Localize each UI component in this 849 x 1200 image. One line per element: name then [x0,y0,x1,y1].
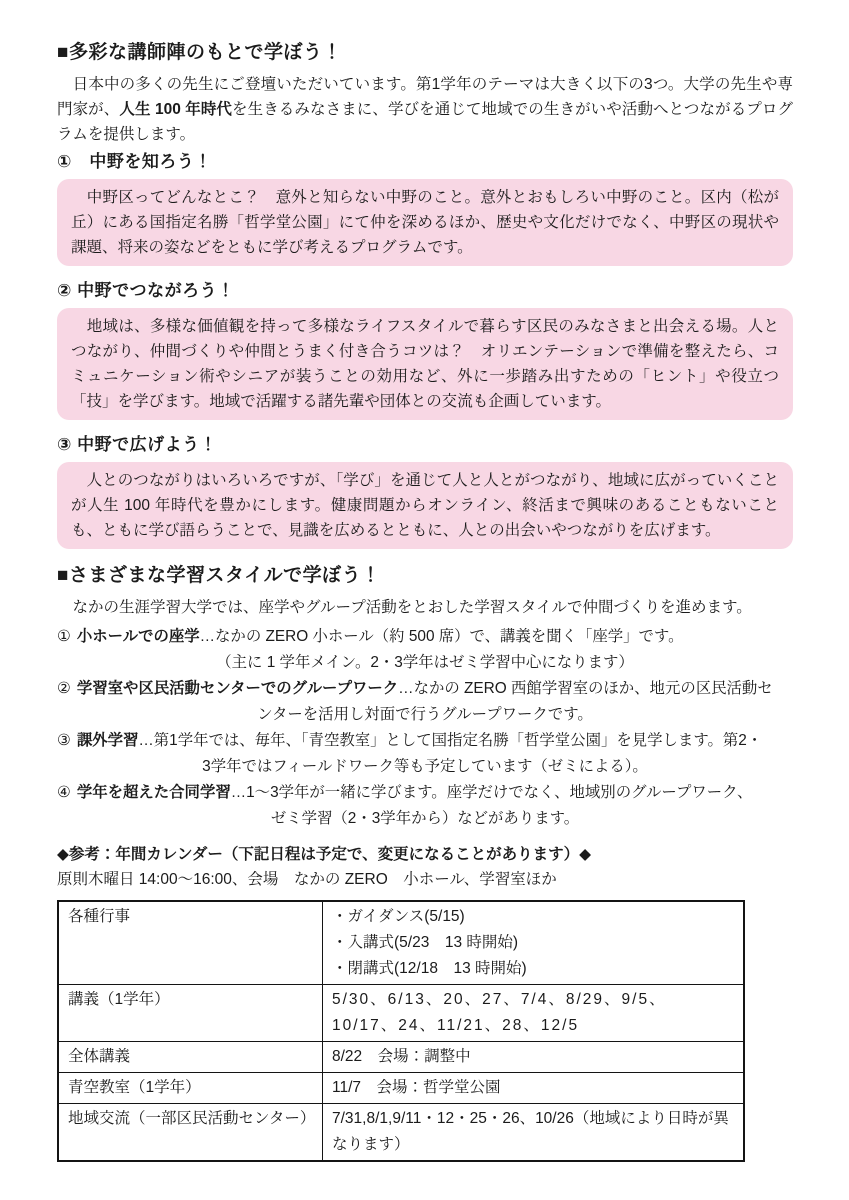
calendar-heading: ◆参考：年間カレンダー（下記日程は予定で、変更になることがあります）◆ [57,846,592,863]
row-label: 地域交流（一部区民活動センター） [58,1104,323,1162]
item-number: ③ [57,732,71,749]
learning-style-3 [57,728,793,780]
topic-2-highlight-box [57,308,793,420]
row-value [323,901,745,985]
learning-style-2-line1 [57,676,793,702]
date-line: 5/30、6/13、20、27、7/4、8/29、9/5、 [332,991,667,1008]
topic-3-highlight-box [57,462,793,549]
event-line: ・入講式(5/23 13 時開始) [332,934,519,951]
table-row-events [58,901,744,985]
intro-text-bold: 人生 100 年時代 [119,101,233,118]
row-label: 各種行事 [58,901,323,985]
topic-3-body: 人とのつながりはいろいろですが、「学び」を通じて人と人とがつながり、地域に広がっていくことが人生 100 年時代を豊かにします。健康問題からオンライン、終活まで興味のあることもないことも、ともに学び語らうことで、見識を広めるとともに、人との出会いやつながりを広げます。 [71,472,779,539]
intro-text-pre: 日本中の多くの先生にご登壇いただいています。第1学年のテーマは大きく以下の3つ。大学の先生や専門家が、 [57,76,793,118]
date-line: 7/31,8/1,9/11・12・25・26、10/26（地域により日時が異なります） [332,1110,729,1153]
item-text: …1～3学年が一緒に学びます。座学だけでなく、地域別のグループワーク、 [230,784,753,801]
topic-2-body: 地域は、多様な価値観を持って多様なライフスタイルで暮らす区民のみなさまと出会える場。人とつながり、仲間づくりや仲間とうまく付き合うコツは？ オリエンテーションで準備を整えたら、コミュニケーション術やシニアが装うことの効用など、外に一歩踏み出すための「ヒント」や役立つ「技」を学びます。地域で活躍する諸先輩や団体との交流も企画しています。 [71,318,779,410]
row-label: 全体講義 [58,1042,323,1073]
table-row-community-exchange [58,1104,744,1162]
learning-style-1-line1 [57,624,793,650]
item-title: 小ホールでの座学 [76,628,200,645]
calendar-subheading: 原則木曜日 14:00～16:00、会場 なかの ZERO 小ホール、学習室ほか [57,871,557,888]
learning-style-1 [57,624,793,676]
item-text: …なかの ZERO 小ホール（約 500 席）で、講義を聞く「座学」です。 [199,628,684,645]
table-row-open-air-class [58,1073,744,1104]
item-title: 学習室や区民活動センターでのグループワーク [76,680,399,697]
annual-calendar-table [57,900,745,1162]
item-title: 学年を超えた合同学習 [76,784,231,801]
learning-style-4 [57,780,793,832]
section1-intro [57,72,793,147]
topic-know-nakano [57,149,793,266]
row-value [323,1104,745,1162]
topic-2-heading: ② 中野でつながろう！ [57,281,235,300]
row-value [323,985,745,1042]
section2-heading: ■さまざまな学習スタイルで学ぼう！ [57,565,381,586]
learning-style-2-line2: ンターを活用し対面で行うグループワークです。 [257,706,593,723]
topic-1-body: 中野区ってどんなとこ？ 意外と知らない中野のこと。意外とおもしろい中野のこと。区内（松が丘）にある国指定名勝「哲学堂公園」にて仲を深めるほか、歴史や文化だけでなく、中野区の現状や課題、将来の姿などをともに学び考えるプログラムです。 [71,189,779,256]
learning-style-2 [57,676,793,728]
topic-1-highlight-box [57,179,793,266]
event-line: ・ガイダンス(5/15) [332,908,465,925]
section1-heading: ■多彩な講師陣のもとで学ぼう！ [57,42,342,63]
topic-1-heading: ① 中野を知ろう！ [57,152,212,171]
learning-style-4-line2: ゼミ学習（2・3学年から）などがあります。 [270,810,580,827]
item-text: …第1学年では、毎年、「青空教室」として国指定名勝「哲学堂公園」を見学します。第2・ [138,732,763,749]
learning-style-3-line2: 3学年ではフィールドワーク等も予定しています（ゼミによる）。 [202,758,648,775]
table-row-lectures [58,985,744,1042]
section2-lead: なかの生涯学習大学では、座学やグループ活動をとおした学習スタイルで仲間づくりを進めます。 [57,599,752,616]
item-number: ④ [57,784,71,801]
item-number: ② [57,680,71,697]
intro-text-post: を生きるみなさまに、学びを通じて地域での生きがいや活動へとつながるプログラムを提供します。 [57,101,793,143]
date-line: 10/17、24、11/21、28、12/5 [332,1017,580,1034]
row-label: 講義（1学年） [58,985,323,1042]
item-number: ① [57,628,71,645]
table-row-general-lecture [58,1042,744,1073]
date-line: 11/7 会場：哲学堂公園 [332,1079,501,1096]
date-line: 8/22 会場：調整中 [332,1048,471,1065]
event-line: ・閉講式(12/18 13 時開始) [332,960,527,977]
learning-style-1-line2: （主に 1 学年メイン。2・3学年はゼミ学習中心になります） [216,654,634,671]
topic-connect-nakano [57,278,793,420]
learning-style-3-line1 [57,728,793,754]
topic-3-heading: ③ 中野で広げよう！ [57,435,218,454]
learning-style-4-line1 [57,780,793,806]
topic-expand-nakano [57,432,793,549]
item-text: …なかの ZERO 西館学習室のほか、地元の区民活動セ [398,680,773,697]
row-value [323,1042,745,1073]
item-title: 課外学習 [76,732,139,749]
row-label: 青空教室（1学年） [58,1073,323,1104]
row-value [323,1073,745,1104]
